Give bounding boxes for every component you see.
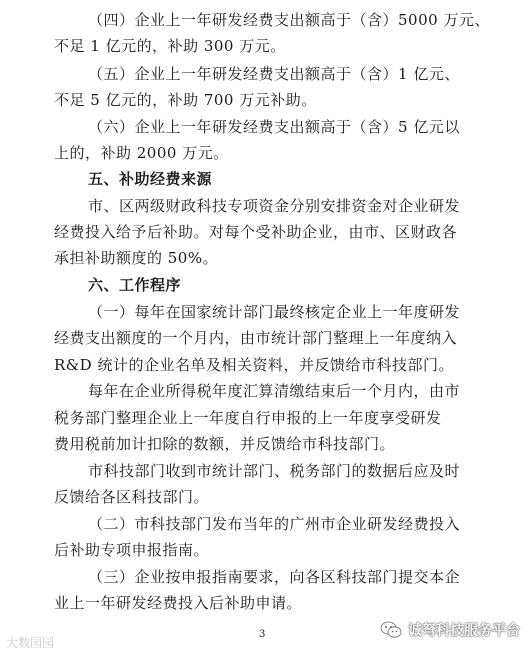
text-line: （三）企业按申报指南要求，向各区科技部门提交本企 xyxy=(88,568,461,586)
text-line: 税务部门整理企业上一年度自行申报的上一年度享受研发 xyxy=(54,409,442,427)
text-line: 上的，补助 2000 万元。 xyxy=(54,144,229,162)
text-line: 市、区两级财政科技专项资金分别安排资金对企业研发 xyxy=(88,197,461,215)
text-line: 每年在企业所得税年度汇算清缴结束后一个月内，由市 xyxy=(88,382,461,400)
text-line: 市科技部门收到市统计部门、税务部门的数据后应及时 xyxy=(88,462,461,480)
section-heading: 六、工作程序 xyxy=(88,276,182,294)
text-line: （一）每年在国家统计部门最终核定企业上一年度研发 xyxy=(88,303,461,321)
text-line: 承担补助额度的 50%。 xyxy=(54,249,219,267)
text-line: 反馈给各区科技部门。 xyxy=(54,488,210,506)
text-line: 经费投入给予后补助。对每个受补助企业，由市、区财政各 xyxy=(54,223,458,241)
text-line: （六）企业上一年研发经费支出额高于（含）5 亿元以 xyxy=(88,118,460,136)
text-line: 后补助专项申报指南。 xyxy=(54,541,210,559)
text-line: R&D 统计的企业名单及相关资料，并反馈给市科技部门。 xyxy=(54,356,454,374)
text-line: （五）企业上一年研发经费支出额高于（含）1 亿元、 xyxy=(88,65,460,83)
watermark-right xyxy=(380,620,520,640)
text-line: 费用税前加计扣除的数额，并反馈给市科技部门。 xyxy=(54,435,396,453)
section-heading: 五、补助经费来源 xyxy=(88,170,213,188)
text-line: 不足 5 亿元的，补助 700 万元补助。 xyxy=(54,91,317,109)
text-line: 不足 1 亿元的，补助 300 万元。 xyxy=(54,37,286,55)
page-number: 3 xyxy=(259,629,266,640)
text-line: 经费支出额度的一个月内，由市统计部门整理上一年度纳入 xyxy=(54,329,458,347)
watermark-label: 诚弩科技服务平台 xyxy=(408,623,520,639)
watermark-left: 大数园园 xyxy=(6,636,55,650)
wechat-icon xyxy=(380,621,402,639)
text-line: （四）企业上一年研发经费支出额高于（含）5000 万元、 xyxy=(88,11,490,29)
text-line: （二）市科技部门发布当年的广州市企业研发经费投入 xyxy=(88,515,461,533)
text-line: 业上一年研发经费投入后补助申请。 xyxy=(54,594,303,612)
